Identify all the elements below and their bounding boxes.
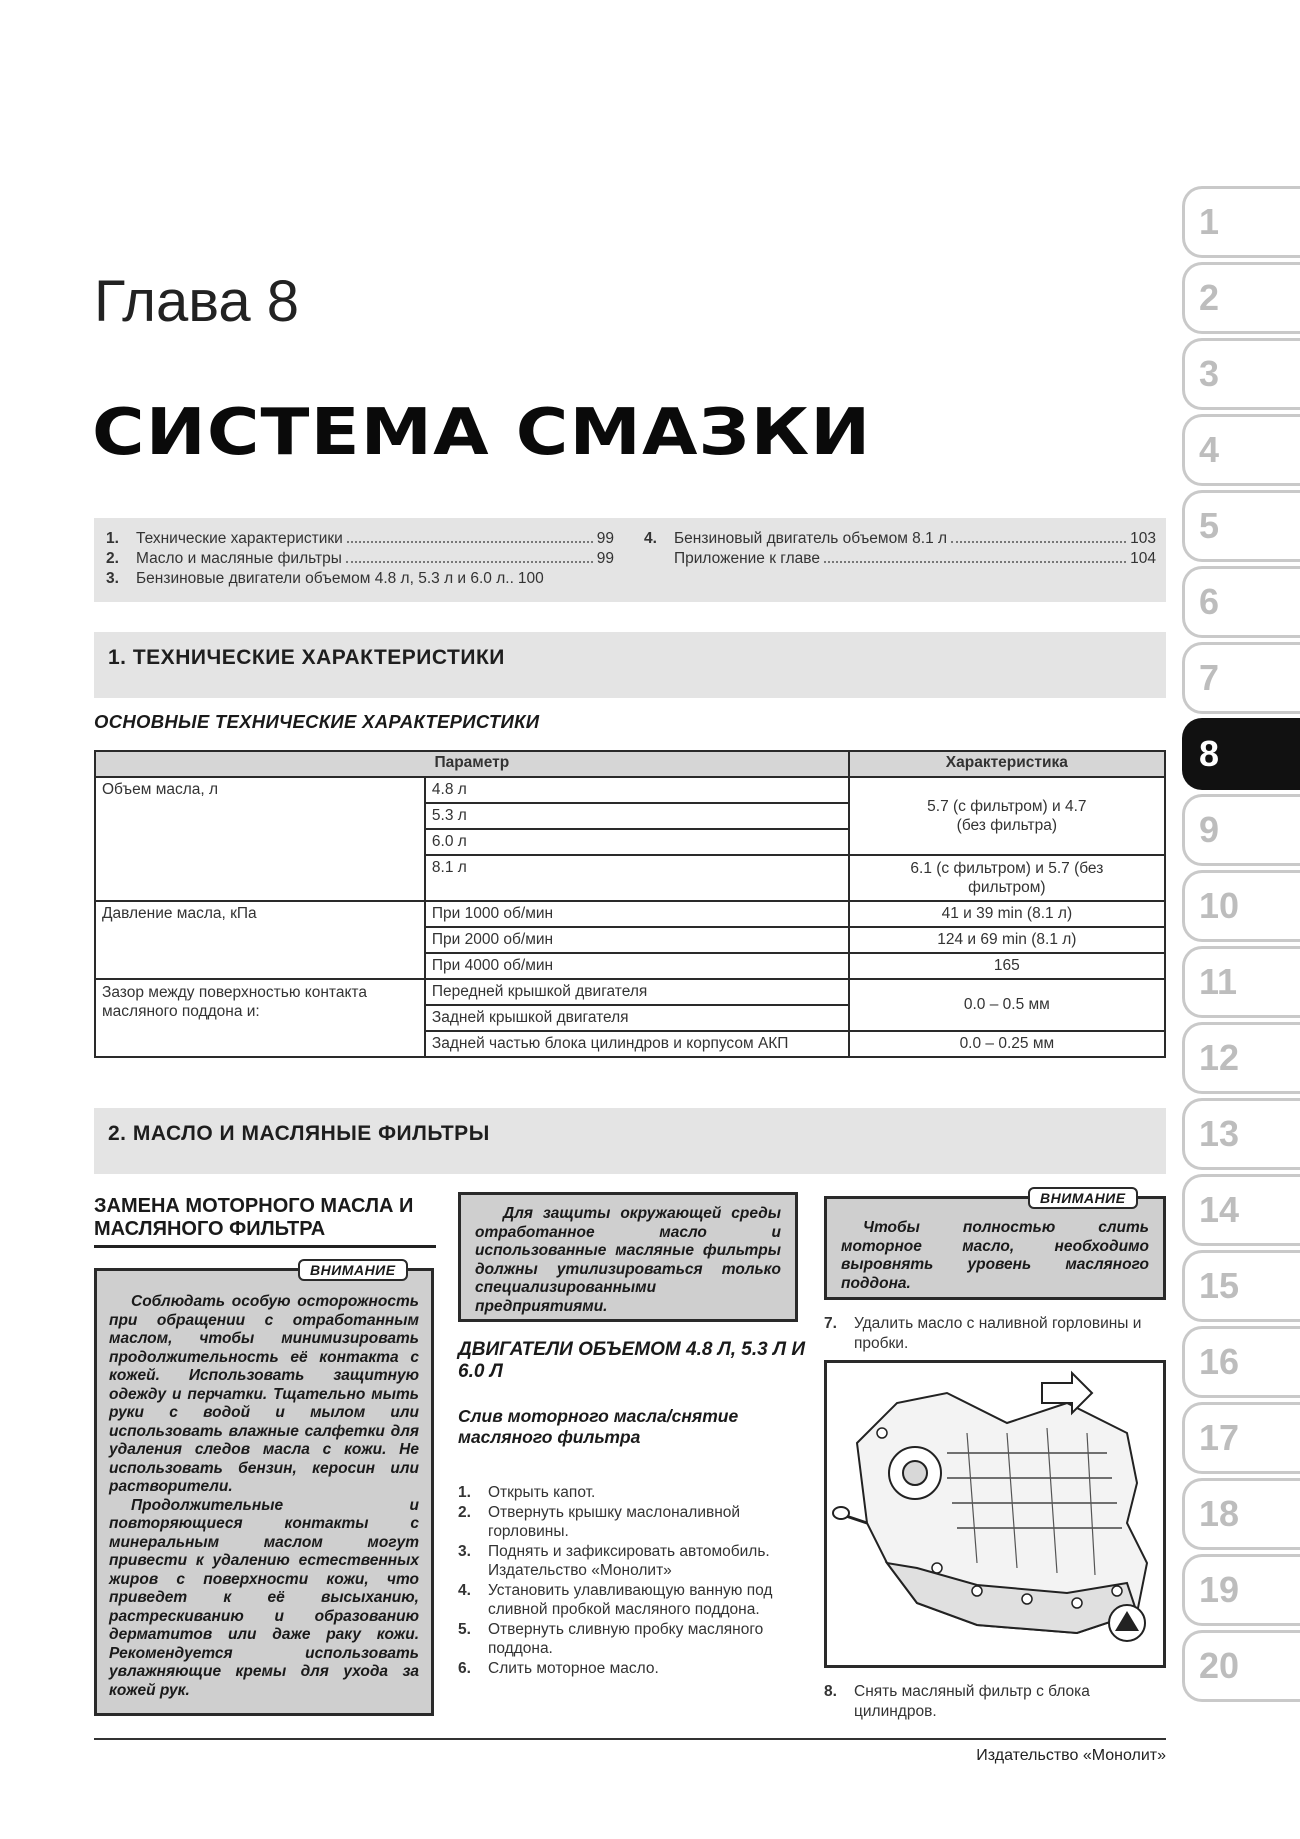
tab-14[interactable]: 14 <box>1182 1174 1300 1246</box>
char-vol-81-text: 6.1 (с фильтром) и 5.7 (без фильтром) <box>910 860 1104 896</box>
warning-level-text: Чтобы полностью слить моторное масло, необходимо выровнять уровень масляного поддона. <box>841 1219 1149 1292</box>
step-text: Отвернуть крышку маслоналивной горловины. <box>488 1503 741 1540</box>
step-3 <box>458 1542 800 1581</box>
toc-item[interactable] <box>644 550 1156 570</box>
tab-4[interactable]: 4 <box>1182 414 1300 486</box>
tab-2[interactable]: 2 <box>1182 262 1300 334</box>
toc-page: 103 <box>1130 530 1156 547</box>
publisher-footer: Издательство «Монолит» <box>976 1747 1166 1764</box>
cond-rear-block <box>425 1031 849 1057</box>
spec-table <box>94 750 1166 1058</box>
step-2 <box>458 1503 800 1542</box>
step-num: 4. <box>458 1581 471 1599</box>
param-oil-volume: Объем масла, л <box>95 777 425 901</box>
step-text: Снять масляный фильтр с блока цилиндров. <box>854 1683 1090 1720</box>
section-2-bar <box>94 1108 1166 1174</box>
oil-change-heading: ЗАМЕНА МОТОРНОГО МАСЛА И МАСЛЯНОГО ФИЛЬТРА <box>94 1195 436 1248</box>
param-gap-text: Зазор между поверхностью контакта масляного поддона и: <box>102 984 367 1020</box>
step-text: Поднять и зафиксировать автомобиль. Издательство «Монолит» <box>488 1542 770 1579</box>
tab-1[interactable]: 1 <box>1182 186 1300 258</box>
tab-15[interactable]: 15 <box>1182 1250 1300 1322</box>
tab-17[interactable]: 17 <box>1182 1402 1300 1474</box>
toc-page: 99 <box>596 530 614 547</box>
step-6 <box>458 1659 800 1679</box>
toc-item[interactable] <box>106 550 614 570</box>
step-1 <box>458 1483 800 1503</box>
cond-81: 8.1 л <box>425 855 849 901</box>
spec-subheading: ОСНОВНЫЕ ТЕХНИЧЕСКИЕ ХАРАКТЕРИСТИКИ <box>94 711 540 732</box>
param-gap <box>95 979 425 1057</box>
cond-rpm1000: При 1000 об/мин <box>425 901 849 927</box>
step-num: 8. <box>824 1683 837 1700</box>
step-text: Открыть капот. <box>488 1484 596 1501</box>
section-1-bar <box>94 632 1166 698</box>
section-2-title: 2. МАСЛО И МАСЛЯНЫЕ ФИЛЬТРЫ <box>108 1122 490 1145</box>
step-text: Удалить масло с наливной горловины и пробки. <box>854 1315 1142 1352</box>
step-7 <box>824 1314 1164 1353</box>
header-param: Параметр <box>95 751 849 777</box>
toc-page: 100 <box>517 570 544 587</box>
cond-rear-cover: Задней крышкой двигателя <box>425 1005 849 1031</box>
tab-7[interactable]: 7 <box>1182 642 1300 714</box>
environment-note-text: Для защиты окружающей среды отработанное масло и использованные масляные фильтры должны утилизироваться только специализированными предприятиями. <box>475 1205 781 1315</box>
toc-text: Приложение к главе <box>674 550 820 567</box>
cond-60: 6.0 л <box>425 829 849 855</box>
cond-rpm4000: При 4000 об/мин <box>425 953 849 979</box>
table-header-row <box>95 751 1165 777</box>
step-num: 7. <box>824 1315 837 1332</box>
char-p2000: 124 и 69 min (8.1 л) <box>849 927 1165 953</box>
warning-skin-p1: Соблюдать особую осторожность при обращении с отработанным маслом, чтобы минимизировать продолжительность её контакта с кожей. Использовать защитную одежду и перчатки. Тщательно мыть руки с водой и мылом или использовать влажные салфетки для удаления следов масла с кожи. Не использовать бензин, керосин или растворители. <box>109 1293 419 1495</box>
char-vol-81 <box>849 855 1165 901</box>
step-text: Установить улавливающую ванную под сливной пробкой масляного поддона. <box>488 1581 773 1618</box>
step-text: Слить моторное масло. <box>488 1659 659 1677</box>
toc-text: Бензиновый двигатель объемом 8.1 л <box>674 530 948 547</box>
tab-19[interactable]: 19 <box>1182 1554 1300 1626</box>
step-5 <box>458 1620 800 1659</box>
chapter-number: Глава 8 <box>94 269 300 334</box>
warning-box-skin <box>94 1268 434 1716</box>
drain-subheading: Слив моторного масла/снятие масляного фильтра <box>458 1406 739 1447</box>
tab-6[interactable]: 6 <box>1182 566 1300 638</box>
toc-item[interactable] <box>644 530 1156 550</box>
tab-16[interactable]: 16 <box>1182 1326 1300 1398</box>
toc-leader <box>347 531 593 543</box>
toc-num: 2. <box>106 550 119 567</box>
toc-text: Бензиновые двигатели объемом 4.8 л, 5.3 л и 6.0 л.. <box>136 570 514 587</box>
toc-text: Технические характеристики <box>136 530 343 547</box>
table-row <box>95 901 1165 927</box>
warning-label: ВНИМАНИЕ <box>298 1259 408 1281</box>
cond-48: 4.8 л <box>425 777 849 803</box>
toc-num: 1. <box>106 530 119 547</box>
toc-left-column <box>106 530 614 590</box>
tab-9[interactable]: 9 <box>1182 794 1300 866</box>
step-4 <box>458 1581 800 1620</box>
char-gap2: 0.0 – 0.25 мм <box>849 1031 1165 1057</box>
tab-18[interactable]: 18 <box>1182 1478 1300 1550</box>
step-num: 2. <box>458 1503 471 1521</box>
char-gap1: 0.0 – 0.5 мм <box>849 979 1165 1031</box>
tab-13[interactable]: 13 <box>1182 1098 1300 1170</box>
char-p1000: 41 и 39 min (8.1 л) <box>849 901 1165 927</box>
cond-front-cover: Передней крышкой двигателя <box>425 979 849 1005</box>
tab-5[interactable]: 5 <box>1182 490 1300 562</box>
cond-rpm2000: При 2000 об/мин <box>425 927 849 953</box>
chapter-title: СИСТЕМА СМАЗКИ <box>92 396 872 470</box>
toc-page: 104 <box>1130 550 1156 567</box>
step-num: 6. <box>458 1659 471 1677</box>
toc-num: 4. <box>644 530 657 547</box>
footer-rule <box>94 1738 1166 1740</box>
section-1-title: 1. ТЕХНИЧЕСКИЕ ХАРАКТЕРИСТИКИ <box>108 646 505 669</box>
step-text: Отвернуть сливную пробку масляного поддона. <box>488 1620 764 1657</box>
tab-8-active[interactable]: 8 <box>1182 718 1300 790</box>
warning-box-level <box>824 1196 1166 1300</box>
tab-3[interactable]: 3 <box>1182 338 1300 410</box>
cond-rear-block-text: Задней частью блока цилиндров и корпусом АКП <box>431 1035 789 1052</box>
step-num: 3. <box>458 1542 471 1560</box>
environment-note-box <box>458 1192 798 1322</box>
tab-11[interactable]: 11 <box>1182 946 1300 1018</box>
engine-illustration <box>827 1363 1163 1665</box>
toc-leader <box>824 551 1126 563</box>
toc-item[interactable] <box>106 570 614 590</box>
step-num: 5. <box>458 1620 471 1638</box>
tab-12[interactable]: 12 <box>1182 1022 1300 1094</box>
tab-10[interactable]: 10 <box>1182 870 1300 942</box>
toc-num: 3. <box>106 570 119 587</box>
toc-right-column <box>644 530 1156 570</box>
char-p4000: 165 <box>849 953 1165 979</box>
header-char: Характеристика <box>849 751 1165 777</box>
param-pressure: Давление масла, кПа <box>95 901 425 979</box>
engine-oil-pan-figure <box>824 1360 1166 1668</box>
cond-53: 5.3 л <box>425 803 849 829</box>
toc-item[interactable] <box>106 530 614 550</box>
drain-steps <box>458 1483 800 1678</box>
table-of-contents <box>94 518 1166 602</box>
toc-leader <box>346 551 593 563</box>
toc-leader <box>951 531 1126 543</box>
table-row <box>95 979 1165 1005</box>
warning-label-2: ВНИМАНИЕ <box>1028 1187 1138 1209</box>
toc-page: 99 <box>596 550 614 567</box>
table-row <box>95 777 1165 803</box>
char-vol-small <box>849 777 1165 855</box>
step-8 <box>824 1682 1164 1721</box>
engines-heading: ДВИГАТЕЛИ ОБЪЕМОМ 4.8 Л, 5.3 Л И 6.0 Л <box>458 1339 806 1382</box>
toc-text: Масло и масляные фильтры <box>136 550 342 567</box>
tab-20[interactable]: 20 <box>1182 1630 1300 1702</box>
char-vol-small-text: 5.7 (с фильтром) и 4.7 (без фильтра) <box>927 798 1087 834</box>
warning-skin-p2: Продолжительные и повторяющиеся контакты с минеральным маслом могут привести к удалению естественных жиров с поверхности кожи, что приведет к её высыханию, растрескиванию и образованию дерматитов или даже раку кожи. Рекомендуется использовать увлажняющие кремы для ухода за кожей рук. <box>109 1496 419 1699</box>
step-num: 1. <box>458 1484 471 1501</box>
